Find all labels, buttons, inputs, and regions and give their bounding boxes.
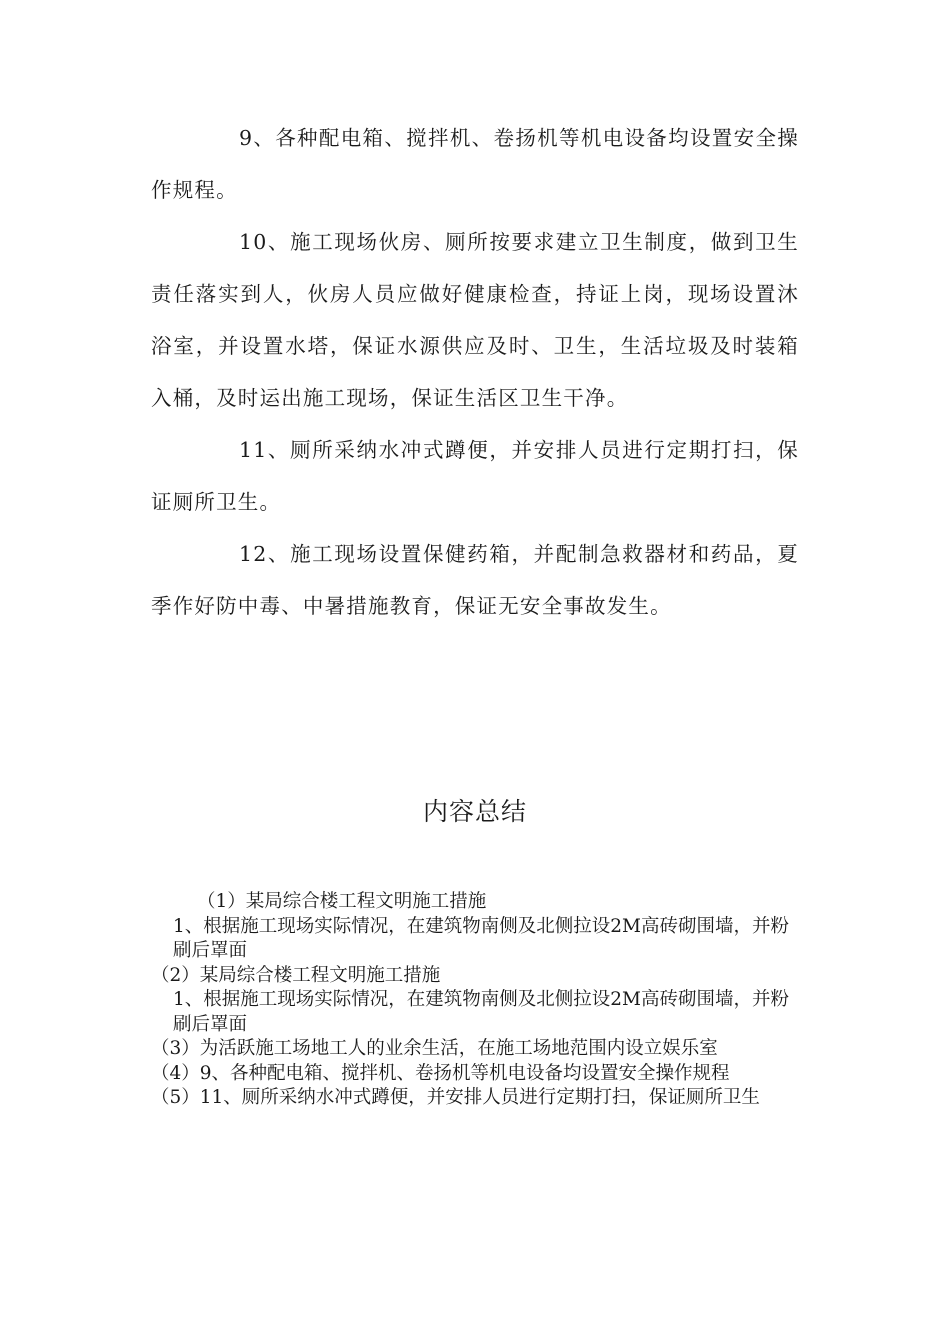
summary-line: （1）某局综合楼工程文明施工措施 xyxy=(197,891,487,912)
summary-list xyxy=(151,890,801,1111)
paragraph-item-10: 10、施工现场伙房、厕所按要求建立卫生制度，做到卫生责任落实到人，伙房人员应做好健康检查，持证上岗，现场设置沐浴室，并设置水塔，保证水源供应及时、卫生，生活垃圾及时装箱入桶，及时运出施工现场，保证生活区卫生干净。 xyxy=(151,230,799,410)
summary-line: 1、根据施工现场实际情况，在建筑物南侧及北侧拉设2M高砖砌围墙，并粉刷后罩面 xyxy=(173,989,789,1035)
summary-line: （2）某局综合楼工程文明施工措施 xyxy=(151,964,441,986)
summary-line: （5）11、厕所采纳水冲式蹲便，并安排人员进行定期打扫，保证厕所卫生 xyxy=(151,1087,760,1108)
summary-line: （4）9、各种配电箱、搅拌机、卷扬机等机电设备均设置安全操作规程 xyxy=(151,1062,730,1084)
summary-line: （3）为活跃施工场地工人的业余生活，在施工场地范围内设立娱乐室 xyxy=(151,1038,718,1059)
paragraph-item-9: 9、各种配电箱、搅拌机、卷扬机等机电设备均设置安全操作规程。 xyxy=(151,126,799,202)
paragraph-item-11: 11、厕所采纳水冲式蹲便，并安排人员进行定期打扫，保证厕所卫生。 xyxy=(151,438,799,514)
summary-title: 内容总结 xyxy=(422,797,527,826)
body-text xyxy=(151,112,799,632)
summary-line: 1、根据施工现场实际情况，在建筑物南侧及北侧拉设2M高砖砌围墙，并粉刷后罩面 xyxy=(173,915,789,961)
paragraph-item-12: 12、施工现场设置保健药箱，并配制急救器材和药品，夏季作好防中毒、中暑措施教育，保证无安全事故发生。 xyxy=(151,542,799,618)
